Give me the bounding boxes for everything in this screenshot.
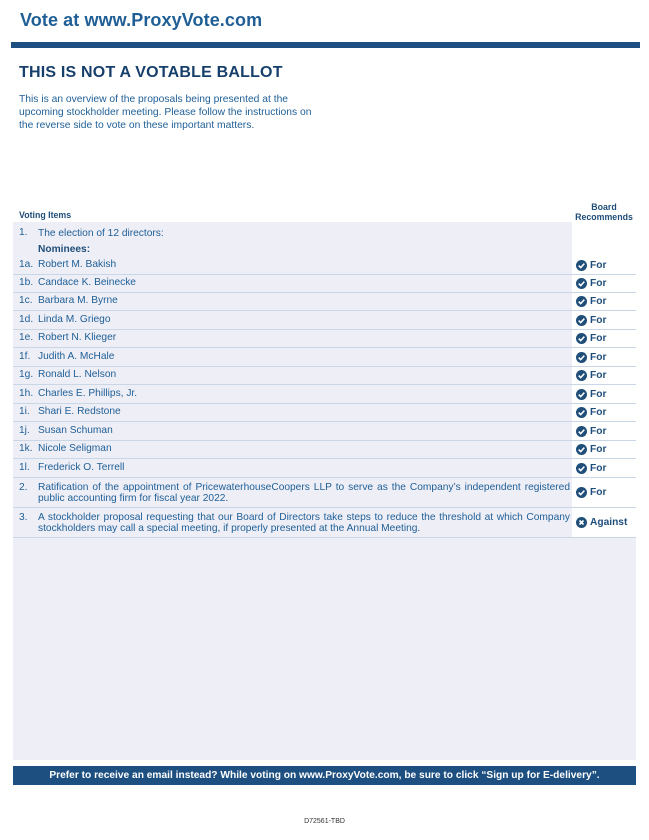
- recommendation-label: For: [590, 370, 607, 381]
- nominee-number: 1i.: [19, 406, 30, 417]
- nominee-name: Robert M. Bakish: [38, 259, 117, 270]
- check-circle-icon: [576, 296, 587, 307]
- nominee-number: 1h.: [19, 388, 34, 399]
- item-text: Ratification of the appointment of PricewaterhouseCoopers LLP to serve as the Company’s independent registered public accounting firm for fiscal year 2022.: [38, 482, 570, 504]
- recommendation: [576, 296, 606, 307]
- nominee-row: [13, 293, 636, 311]
- header-title: Vote at www.ProxyVote.com: [20, 10, 263, 30]
- nominee-name: Nicole Seligman: [38, 443, 112, 454]
- nominee-name: Ronald L. Nelson: [38, 369, 117, 380]
- ballot-title: THIS IS NOT A VOTABLE BALLOT: [19, 64, 283, 81]
- item-1-row: [13, 226, 636, 258]
- nominee-name: Candace K. Beinecke: [38, 277, 136, 288]
- recommendation: [576, 370, 606, 381]
- check-circle-icon: [576, 487, 587, 498]
- recommendation-label: For: [590, 315, 607, 326]
- recommendation-label: For: [590, 426, 607, 437]
- recommendation: [576, 260, 606, 271]
- recommendation-label: For: [590, 333, 607, 344]
- item-text: The election of 12 directors:: [38, 228, 164, 239]
- recommendation: [576, 352, 606, 363]
- recommendation-label: For: [590, 389, 607, 400]
- nominee-number: 1f.: [19, 351, 31, 362]
- nominee-name: Frederick O. Terrell: [38, 462, 125, 473]
- board-header-line2: Recommends: [575, 212, 633, 222]
- recommendation-label: For: [590, 407, 607, 418]
- recommendation: [576, 278, 606, 289]
- nominee-row: [13, 386, 636, 404]
- nominee-row: [13, 441, 636, 459]
- check-circle-icon: [576, 444, 587, 455]
- nominee-row: [13, 404, 636, 422]
- check-circle-icon: [576, 426, 587, 437]
- nominee-name: Charles E. Phillips, Jr.: [38, 388, 138, 399]
- recommendation-label: For: [590, 260, 607, 271]
- recommendation: [576, 487, 606, 498]
- nominee-number: 1l.: [19, 462, 30, 473]
- nominee-name: Barbara M. Byrne: [38, 295, 118, 306]
- nominee-row: [13, 460, 636, 478]
- check-circle-icon: [576, 463, 587, 474]
- nominee-number: 1k.: [19, 443, 33, 454]
- item-number: 3.: [19, 512, 28, 523]
- edelivery-banner: Prefer to receive an email instead? While voting on www.ProxyVote.com, be sure to click “Sign up for E-delivery”.: [13, 766, 636, 785]
- nominees-label: Nominees:: [38, 244, 91, 255]
- check-circle-icon: [576, 389, 587, 400]
- check-circle-icon: [576, 333, 587, 344]
- recommendation-label: Against: [590, 517, 628, 528]
- nominee-number: 1c.: [19, 295, 33, 306]
- nominee-name: Susan Schuman: [38, 425, 113, 436]
- check-circle-icon: [576, 278, 587, 289]
- x-circle-icon: [576, 517, 587, 528]
- check-circle-icon: [576, 260, 587, 271]
- recommendation: [576, 444, 606, 455]
- recommendation: [576, 426, 606, 437]
- recommendation-label: For: [590, 463, 607, 474]
- nominee-number: 1a.: [19, 259, 34, 270]
- item-text: A stockholder proposal requesting that our Board of Directors take steps to reduce the threshold at which Company stockholders may call a special meeting, if properly presented at the Annual Meeting.: [38, 512, 570, 534]
- nominee-row: [13, 367, 636, 385]
- nominee-row: [13, 349, 636, 367]
- nominee-row: [13, 257, 636, 275]
- nominee-name: Shari E. Redstone: [38, 406, 121, 417]
- recommendation-label: For: [590, 444, 607, 455]
- nominee-name: Robert N. Klieger: [38, 332, 117, 343]
- board-recommends-header: [573, 202, 635, 222]
- item-number: 1.: [19, 227, 28, 238]
- recommendation: [576, 407, 606, 418]
- nominee-number: 1b.: [19, 277, 34, 288]
- ballot-intro: This is an overview of the proposals being presented at the upcoming stockholder meeting. Please follow the instructions on the reverse side to vote on these important matters.: [19, 94, 312, 131]
- recommendation: [576, 315, 606, 326]
- recommendation-label: For: [590, 352, 607, 363]
- nominee-row: [13, 312, 636, 330]
- item-3-row: [13, 508, 636, 538]
- header-rule: [11, 42, 640, 48]
- nominee-name: Judith A. McHale: [38, 351, 115, 362]
- recommendation: [576, 389, 606, 400]
- check-circle-icon: [576, 315, 587, 326]
- item-2-row: [13, 478, 636, 508]
- nominee-number: 1g.: [19, 369, 34, 380]
- recommendation: [576, 517, 627, 528]
- item-number: 2.: [19, 482, 28, 493]
- check-circle-icon: [576, 407, 587, 418]
- nominee-number: 1j.: [19, 425, 30, 436]
- voting-items-header: Voting Items: [19, 210, 72, 220]
- check-circle-icon: [576, 370, 587, 381]
- recommendation-label: For: [590, 296, 607, 307]
- nominee-number: 1d.: [19, 314, 34, 325]
- recommendation: [576, 463, 606, 474]
- document-code: D72561-TBD: [304, 818, 345, 825]
- nominee-row: [13, 330, 636, 348]
- recommendation-label: For: [590, 278, 607, 289]
- nominee-row: [13, 423, 636, 441]
- recommendation-label: For: [590, 487, 607, 498]
- nominee-name: Linda M. Griego: [38, 314, 111, 325]
- recommendation: [576, 333, 606, 344]
- check-circle-icon: [576, 352, 587, 363]
- board-header-line1: Board: [591, 202, 617, 212]
- nominee-row: [13, 275, 636, 293]
- nominee-number: 1e.: [19, 332, 34, 343]
